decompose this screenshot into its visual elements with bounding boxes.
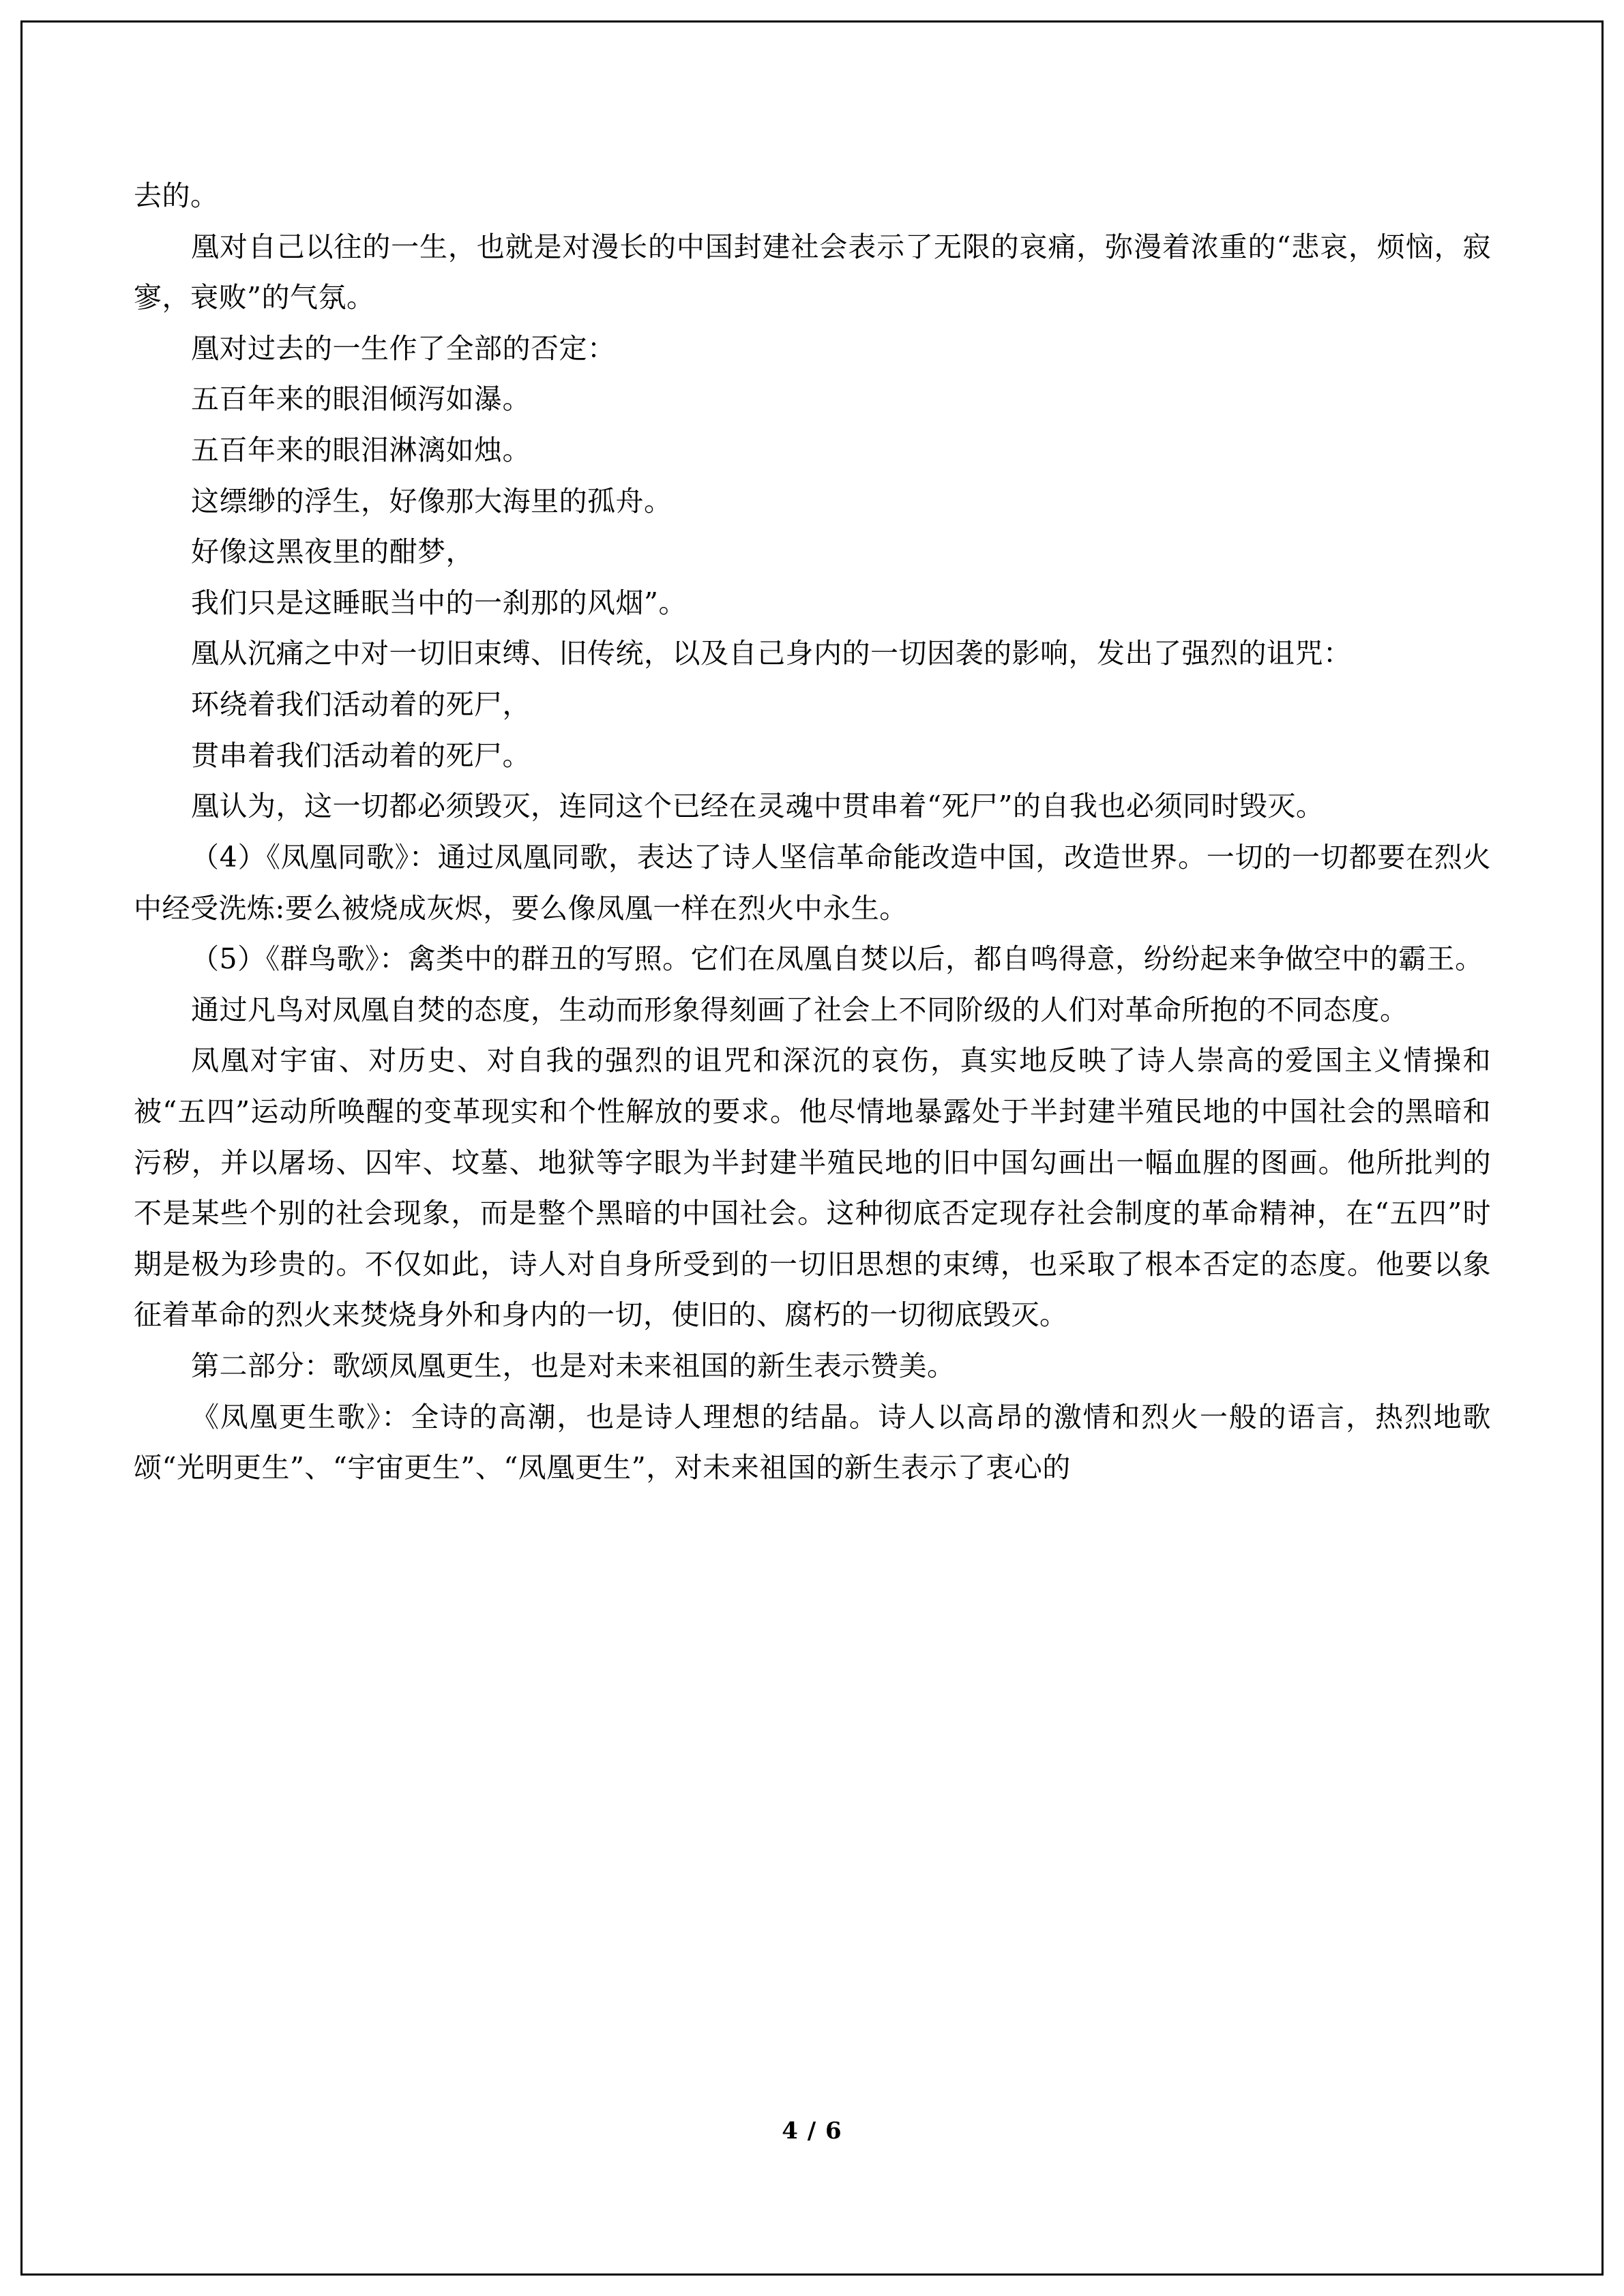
paragraph: 五百年来的眼泪淋漓如烛。 (191, 434, 531, 467)
paragraph: 贯串着我们活动着的死尸。 (191, 739, 531, 772)
paragraph: 凰认为，这一切都必须毁灭，连同这个已经在灵魂中贯串着“死尸”的自我也必须同时毁灭。 (191, 790, 1325, 823)
page-number: 4 / 6 (782, 2117, 842, 2145)
paragraph: 凰对自己以往的一生，也就是对漫长的中国封建社会表示了无限的哀痛，弥漫着浓重的“悲哀，烦恼，寂寥，衰败”的气氛。 (134, 230, 1491, 314)
paragraph: 好像这黑夜里的酣梦， (191, 535, 474, 569)
paragraph: 凰从沉痛之中对一切旧束缚、旧传统，以及自己身内的一切因袭的影响，发出了强烈的诅咒： (191, 637, 1352, 670)
paragraph: 《凤凰更生歌》：全诗的高潮，也是诗人理想的结晶。诗人以高昂的激情和烈火一般的语言，热烈地歌颂“光明更生”、“宇宙更生”、“凤凰更生”，对未来祖国的新生表示了衷心的 (134, 1400, 1491, 1485)
paragraph: 凤凰对宇宙、对历史、对自我的强烈的诅咒和深沉的哀伤，真实地反映了诗人崇高的爱国主义情操和被“五四”运动所唤醒的变革现实和个性解放的要求。他尽情地暴露处于半封建半殖民地的中国社会的黑暗和污秽，并以屠场、囚牢、坟墓、地狱等字眼为半封建半殖民地的旧中国勾画出一幅血腥的图画。他所批判的不是某些个别的社会现象，而是整个黑暗的中国社会。这种彻底否定现存社会制度的革命精神，在“五四”时期是极为珍贵的。不仅如此，诗人对自身所受到的一切旧思想的束缚，也采取了根本否定的态度。他要以象征着革命的烈火来焚烧身外和身内的一切，使旧的、腐朽的一切彻底毁灭。 (134, 1044, 1491, 1332)
document-body (134, 170, 1491, 1493)
paragraph: （4）《凤凰同歌》：通过凤凰同歌，表达了诗人坚信革命能改造中国，改造世界。一切的一切都要在烈火中经受洗炼:要么被烧成灰烬，要么像凤凰一样在烈火中永生。 (134, 840, 1491, 925)
paragraph: 凰对过去的一生作了全部的否定： (191, 331, 616, 365)
paragraph: 去的。 (134, 179, 219, 212)
paragraph: 通过凡鸟对凤凰自焚的态度，生动而形象得刻画了社会上不同阶级的人们对革命所抱的不同态度。 (191, 993, 1408, 1026)
paragraph: 我们只是这睡眠当中的一刹那的风烟”。 (191, 586, 687, 619)
paragraph: 五百年来的眼泪倾泻如瀑。 (191, 383, 531, 416)
paragraph: （5）《群鸟歌》：禽类中的群丑的写照。它们在凤凰自焚以后，都自鸣得意，纷纷起来争做空中的霸王。 (191, 942, 1483, 976)
paragraph: 第二部分：歌颂凤凰更生，也是对未来祖国的新生表示赞美。 (191, 1350, 956, 1383)
paragraph: 环绕着我们活动着的死尸， (191, 688, 531, 721)
paragraph: 这缥缈的浮生，好像那大海里的孤舟。 (191, 484, 673, 518)
